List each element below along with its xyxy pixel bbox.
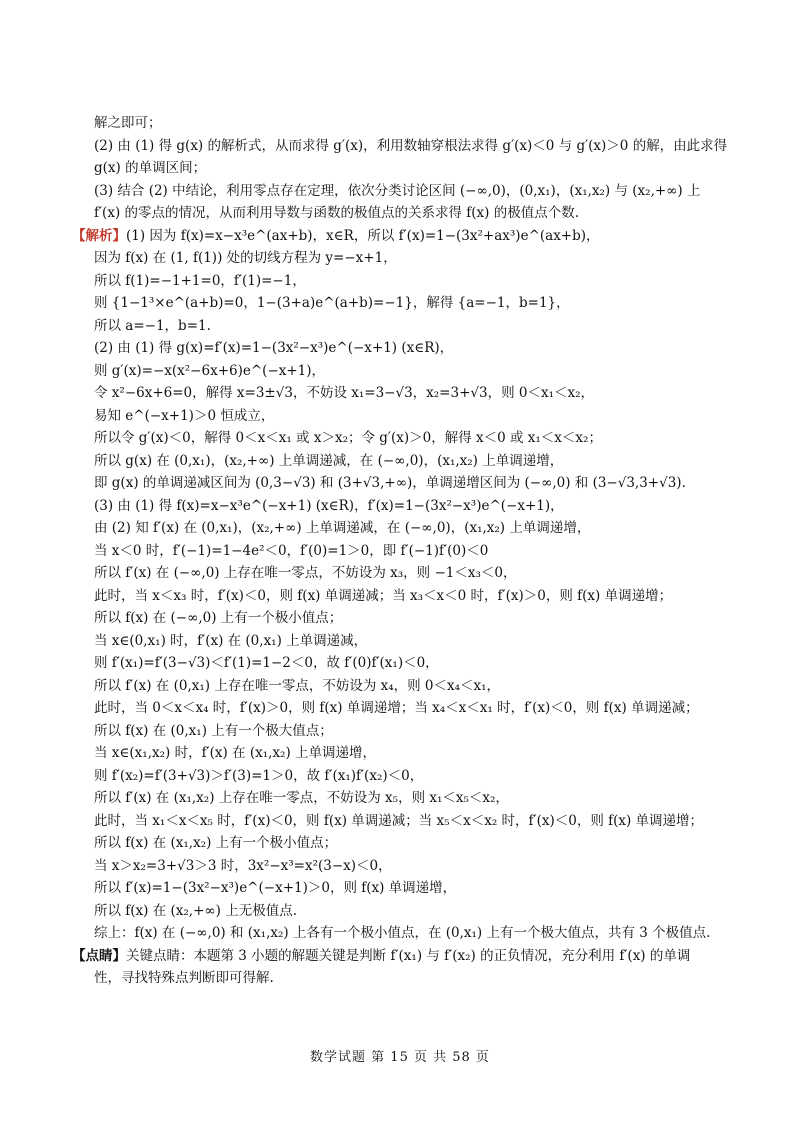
text-line [72, 180, 732, 203]
text-line [72, 832, 732, 855]
line-text: 此时，当 x₁＜x＜x₅ 时，f′(x)＜0，则 f(x) 单调递减；当 x₅＜x＜x₂ 时，f′(x)＜0，则 f(x) 单调递增； [94, 812, 704, 829]
line-text: 因为 f(x) 在 (1, f(1)) 处的切线方程为 y=−x+1， [94, 250, 397, 266]
text-line [72, 247, 732, 270]
text-line [72, 405, 732, 428]
line-text: 所以 g(x) 在 (0,x₁)，(x₂,+∞) 上单调递减，在 (−∞,0)，(x₁,x₂) 上单调递增， [94, 452, 564, 469]
line-text: 此时，当 0＜x＜x₄ 时，f′(x)＞0，则 f(x) 单调递增；当 x₄＜x＜x₁ 时，f′(x)＜0，则 f(x) 单调递减； [94, 700, 699, 716]
text-line [72, 630, 732, 653]
text-line [72, 675, 732, 698]
solution-text [72, 112, 732, 990]
text-line [72, 225, 732, 248]
text-line [72, 112, 732, 135]
text-line [72, 855, 732, 878]
text-line [72, 337, 732, 360]
text-line [72, 540, 732, 563]
text-line [72, 135, 732, 158]
line-text: 所以 f(1)=−1+1=0，f′(1)=−1， [94, 272, 306, 289]
text-line [72, 720, 732, 743]
line-text: 关键点睛：本题第 3 小题的解题关键是判断 f′(x₁) 与 f′(x₂) 的正负情况，充分利用 f′(x) 的单调 [126, 947, 691, 964]
line-text: 综上：f(x) 在 (−∞,0) 和 (x₁,x₂) 上各有一个极小值点，在 (0,x₁) 上有一个极大值点，共有 3 个极值点. [94, 925, 711, 941]
line-text: 令 x²−6x+6=0，解得 x=3±√3，不妨设 x₁=3−√3，x₂=3+√3，则 0＜x₁＜x₂， [94, 385, 595, 401]
text-line [72, 472, 732, 495]
line-text: 当 x＞x₂=3+√3＞3 时，3x²−x³=x²(3−x)＜0， [94, 857, 392, 874]
analysis-tag: 【解析】 [72, 227, 126, 244]
text-line [72, 787, 732, 810]
text-line [72, 922, 732, 945]
text-line [72, 562, 732, 585]
line-text: (3) 结合 (2) 中结论，利用零点存在定理，依次分类讨论区间 (−∞,0)，(0,x₁)，(x₁,x₂) 与 (x₂,+∞) 上 [94, 182, 701, 199]
text-line [72, 450, 732, 473]
text-line [72, 427, 732, 450]
line-text: 则 {1−1³×e^(a+b)=0，1−(3+a)e^(a+b)=−1}，解得 {a=−1，b=1}， [94, 295, 570, 311]
text-line [72, 270, 732, 293]
text-line [72, 900, 732, 923]
line-text: (3) 由 (1) 得 f(x)=x−x³e^(−x+1) (x∈R)，f′(x)=1−(3x²−x³)e^(−x+1)， [94, 497, 564, 514]
line-text: 所以 f′(x) 在 (x₁,x₂) 上存在唯一零点，不妨设为 x₅，则 x₁＜x₅＜x₂， [94, 790, 509, 806]
line-text: 则 f′(x₁)=f′(3−√3)＜f′(1)=1−2＜0，故 f′(0)f′(x₁)＜0， [94, 655, 439, 671]
line-text: 则 g′(x)=−x(x²−6x+6)e^(−x+1)， [94, 362, 326, 379]
line-text: (1) 因为 f(x)=x−x³e^(ax+b)，x∈R，所以 f′(x)=1−(3x²+ax³)e^(ax+b)， [126, 227, 600, 244]
text-line [72, 967, 732, 990]
text-line [72, 517, 732, 540]
remark-tag: 【点睛】 [72, 947, 126, 964]
text-line [72, 697, 732, 720]
text-line [72, 202, 732, 225]
text-line [72, 157, 732, 180]
text-line [72, 765, 732, 788]
line-text: 所以令 g′(x)＜0，解得 0＜x＜x₁ 或 x＞x₂；令 g′(x)＞0，解得 x＜0 或 x₁＜x＜x₂； [94, 430, 602, 446]
line-text: 所以 f(x) 在 (x₂,+∞) 上无极值点. [94, 902, 298, 919]
line-text: 所以 a=−1，b=1. [94, 317, 211, 334]
text-line [72, 495, 732, 518]
line-text: 所以 f′(x) 在 (−∞,0) 上存在唯一零点，不妨设为 x₃，则 −1＜x₃＜0， [94, 565, 517, 581]
line-text: 当 x∈(x₁,x₂) 时，f′(x) 在 (x₁,x₂) 上单调递增， [94, 745, 377, 761]
line-text: 则 f′(x₂)=f′(3+√3)＞f′(3)=1＞0，故 f′(x₁)f′(x₂)＜0， [94, 767, 424, 784]
page-footer: 数学试题 第 15 页 共 58 页 [310, 1050, 490, 1065]
text-line [72, 585, 732, 608]
text-line [72, 652, 732, 675]
line-text: 当 x∈(0,x₁) 时，f′(x) 在 (0,x₁) 上单调递减， [94, 632, 368, 649]
line-text: 此时，当 x＜x₃ 时，f′(x)＜0，则 f(x) 单调递减；当 x₃＜x＜0 时，f′(x)＞0，则 f(x) 单调递增； [94, 587, 673, 604]
line-text: 所以 f′(x) 在 (0,x₁) 上存在唯一零点，不妨设为 x₄，则 0＜x₄＜x₁， [94, 677, 501, 694]
line-text: (2) 由 (1) 得 g(x) 的解析式，从而求得 g′(x)，利用数轴穿根法求得 g′(x)＜0 与 g′(x)＞0 的解，由此求得 [94, 137, 728, 154]
line-text: f′(x) 的零点的情况，从而利用导数与函数的极值点的关系求得 f(x) 的极值点个数. [94, 205, 580, 221]
text-line [72, 607, 732, 630]
line-text: 所以 f(x) 在 (0,x₁) 上有一个极大值点； [94, 722, 333, 739]
text-line [72, 382, 732, 405]
text-line [72, 292, 732, 315]
line-text: 易知 e^(−x+1)＞0 恒成立， [94, 407, 275, 424]
text-line [72, 315, 732, 338]
line-text: 所以 f(x) 在 (−∞,0) 上有一个极小值点； [94, 610, 343, 626]
line-text: 当 x＜0 时，f′(−1)=1−4e²＜0，f′(0)=1＞0，即 f′(−1)f′(0)＜0 [94, 542, 489, 559]
line-text: 解之即可； [94, 115, 162, 131]
line-text: 由 (2) 知 f′(x) 在 (0,x₁)，(x₂,+∞) 上单调递减，在 (−∞,0)，(x₁,x₂) 上单调递增， [94, 520, 591, 536]
line-text: (2) 由 (1) 得 g(x)=f′(x)=1−(3x²−x³)e^(−x+1) (x∈R)， [94, 340, 454, 356]
text-line [72, 877, 732, 900]
text-line [72, 360, 732, 383]
line-text: g(x) 的单调区间； [94, 160, 207, 176]
line-text: 即 g(x) 的单调递减区间为 (0,3−√3) 和 (3+√3,+∞)，单调递增区间为 (−∞,0) 和 (3−√3,3+√3). [94, 475, 686, 491]
text-line [72, 810, 732, 833]
text-line [72, 742, 732, 765]
text-line [72, 945, 732, 968]
line-text: 所以 f(x) 在 (x₁,x₂) 上有一个极小值点； [94, 835, 338, 851]
line-text: 所以 f′(x)=1−(3x²−x³)e^(−x+1)＞0，则 f(x) 单调递增， [94, 880, 457, 896]
line-text: 性，寻找特殊点判断即可得解. [94, 970, 274, 986]
